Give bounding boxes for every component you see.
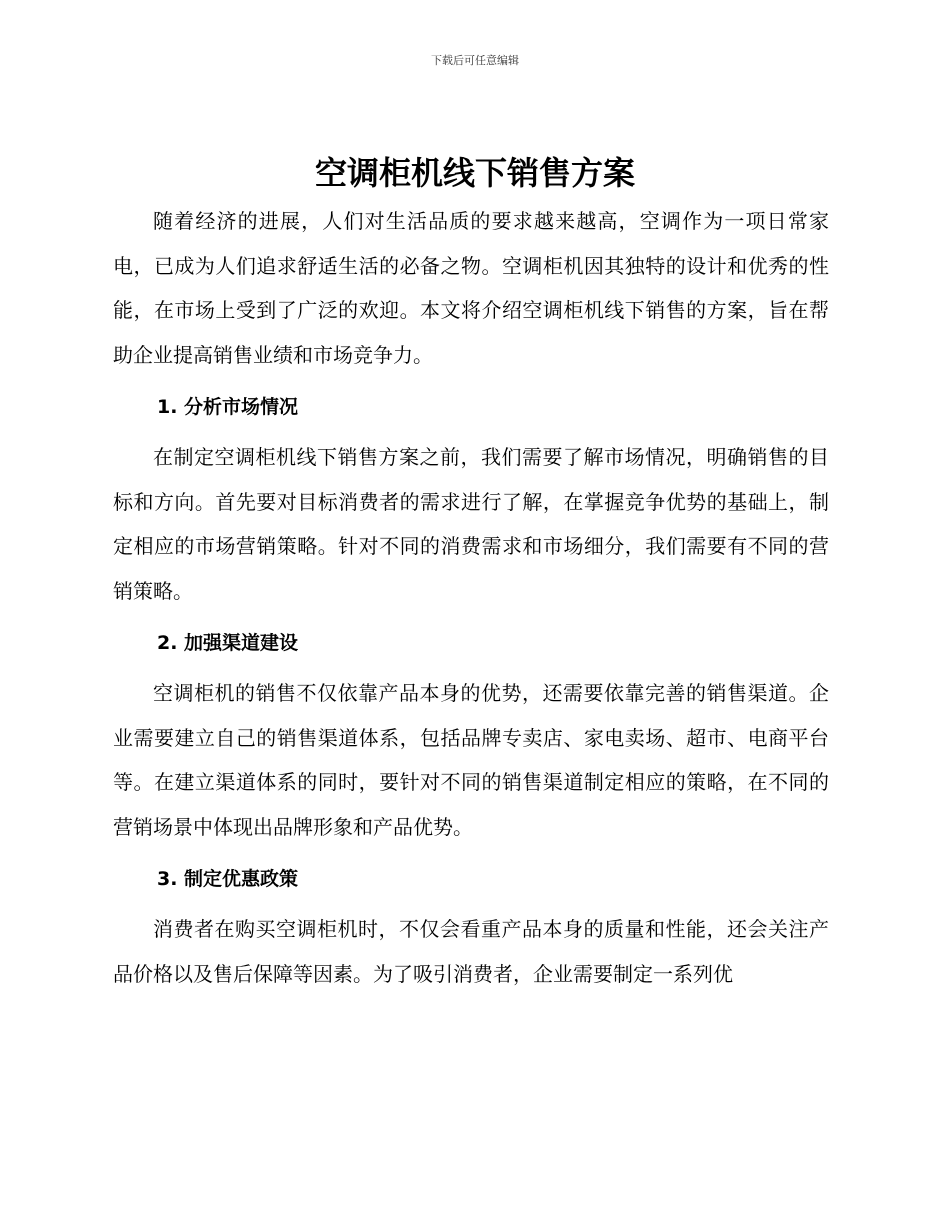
document-body: [113, 199, 829, 996]
section-paragraph-market-analysis: 在制定空调柜机线下销售方案之前，我们需要了解市场情况，明确销售的目标和方向。首先要对目标消费者的需求进行了解，在掌握竞争优势的基础上，制定相应的市场营销策略。针对不同的消费需求和市场细分，我们需要有不同的营销策略。: [113, 445, 829, 603]
section-heading-channel-building: 2. 加强渠道建设: [157, 632, 299, 654]
spacer: [113, 849, 829, 859]
spacer: [113, 613, 829, 623]
page-header-note: 下载后可任意编辑: [431, 54, 519, 67]
section-heading-discount-policy: 3. 制定优惠政策: [157, 868, 299, 890]
section-paragraph-discount-policy: 消费者在购买空调柜机时，不仅会看重产品本身的质量和性能，还会关注产品价格以及售后保障等因素。为了吸引消费者，企业需要制定一系列优: [113, 917, 829, 986]
spacer: [113, 664, 829, 671]
section-paragraph-channel-building: 空调柜机的销售不仅依靠产品本身的优势，还需要依靠完善的销售渠道。企业需要建立自己的销售渠道体系，包括品牌专卖店、家电卖场、超市、电商平台等。在建立渠道体系的同时，要针对不同的销售渠道制定相应的策略，在不同的营销场景中体现出品牌形象和产品优势。: [113, 681, 829, 839]
intro-paragraph: 随着经济的进展，人们对生活品质的要求越来越高，空调作为一项日常家电，已成为人们追求舒适生活的必备之物。空调柜机因其独特的设计和优秀的性能，在市场上受到了广泛的欢迎。本文将介绍空调柜机线下销售的方案，旨在帮助企业提高销售业绩和市场竞争力。: [113, 209, 829, 367]
spacer: [113, 377, 829, 387]
page-title: 空调柜机线下销售方案: [314, 154, 635, 192]
spacer: [113, 900, 829, 907]
section-heading-market-analysis: 1. 分析市场情况: [157, 396, 299, 418]
spacer: [113, 428, 829, 435]
